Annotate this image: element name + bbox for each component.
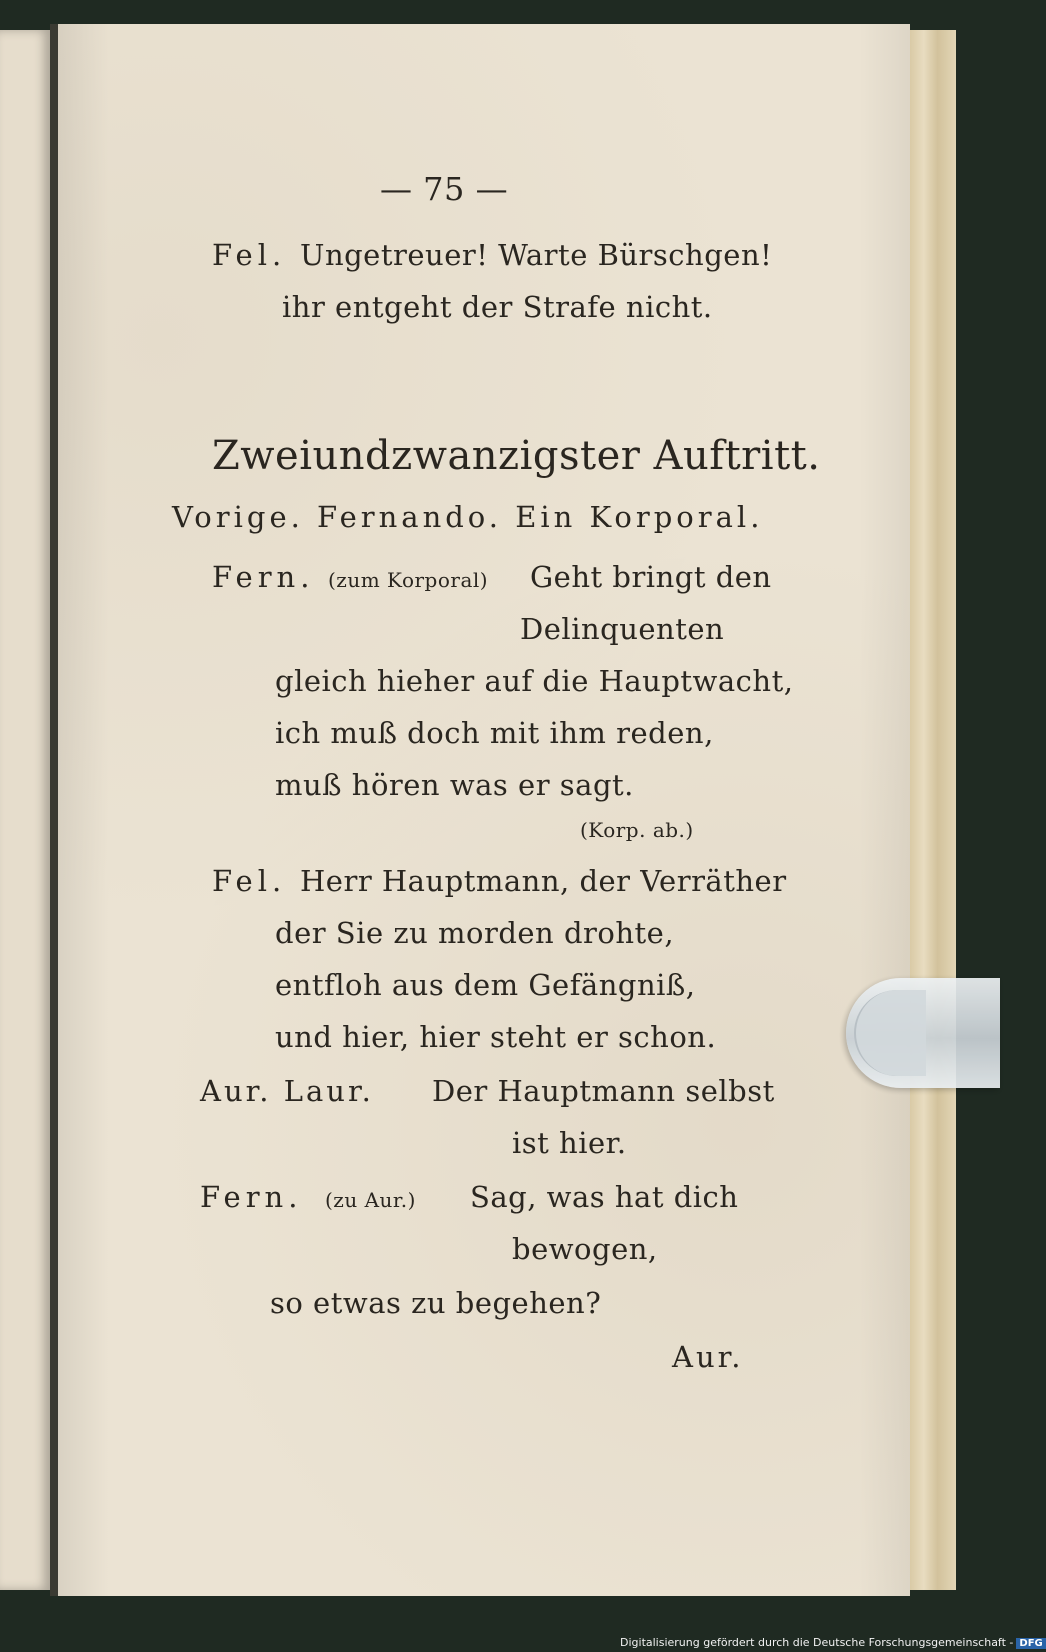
stage-direction: (zu Aur.) — [325, 1188, 416, 1212]
footer-text: Digitalisierung gefördert durch die Deutsche Forschungsgemeinschaft - — [620, 1636, 1014, 1649]
page-edges — [910, 30, 956, 1590]
speaker-aur-laur: Aur. Laur. — [200, 1074, 374, 1108]
dialogue-line: Sag, was hat dich — [470, 1180, 739, 1214]
catchword: Aur. — [672, 1340, 744, 1374]
speaker-fern-2: Fern. — [200, 1180, 303, 1214]
dfg-logo: DFG — [1016, 1638, 1045, 1649]
dialogue-line: gleich hieher auf die Hauptwacht, — [275, 664, 794, 698]
scene-characters: Vorige. Fernando. Ein Korporal. — [172, 500, 764, 534]
dialogue-line: und hier, hier steht er schon. — [275, 1020, 717, 1054]
dialogue-line: so etwas zu begehen? — [270, 1286, 602, 1320]
left-page — [0, 30, 50, 1590]
dialogue-line: der Sie zu morden drohte, — [275, 916, 675, 950]
page-number: — 75 — — [380, 170, 509, 208]
speaker-fel-1: Fel. — [212, 238, 287, 272]
stage-direction-exit: (Korp. ab.) — [580, 818, 694, 842]
dialogue-line: Herr Hauptmann, der Verräther — [300, 864, 787, 898]
speaker-fern-1: Fern. — [212, 560, 315, 594]
digitization-footer — [620, 1636, 1046, 1649]
dialogue-line: bewogen, — [512, 1232, 658, 1266]
book-spine — [50, 24, 58, 1596]
stage-direction: (zum Korporal) — [328, 568, 489, 592]
dialogue-line: Ungetreuer! Warte Bürschgen! — [300, 238, 773, 272]
dialogue-line: ist hier. — [512, 1126, 627, 1160]
dialogue-line: Der Hauptmann selbst — [432, 1074, 775, 1108]
dialogue-line: Delinquenten — [520, 612, 725, 646]
dialogue-line: muß hören was er sagt. — [275, 768, 634, 802]
speaker-fel-2: Fel. — [212, 864, 287, 898]
dialogue-line: entfloh aus dem Gefängniß, — [275, 968, 696, 1002]
dialogue-line: Geht bringt den — [530, 560, 772, 594]
scene-heading: Zweiundzwanzigster Auftritt. — [212, 433, 821, 479]
dialogue-line: ich muß doch mit ihm reden, — [275, 716, 714, 750]
dialogue-line: ihr entgeht der Strafe nicht. — [282, 290, 713, 324]
